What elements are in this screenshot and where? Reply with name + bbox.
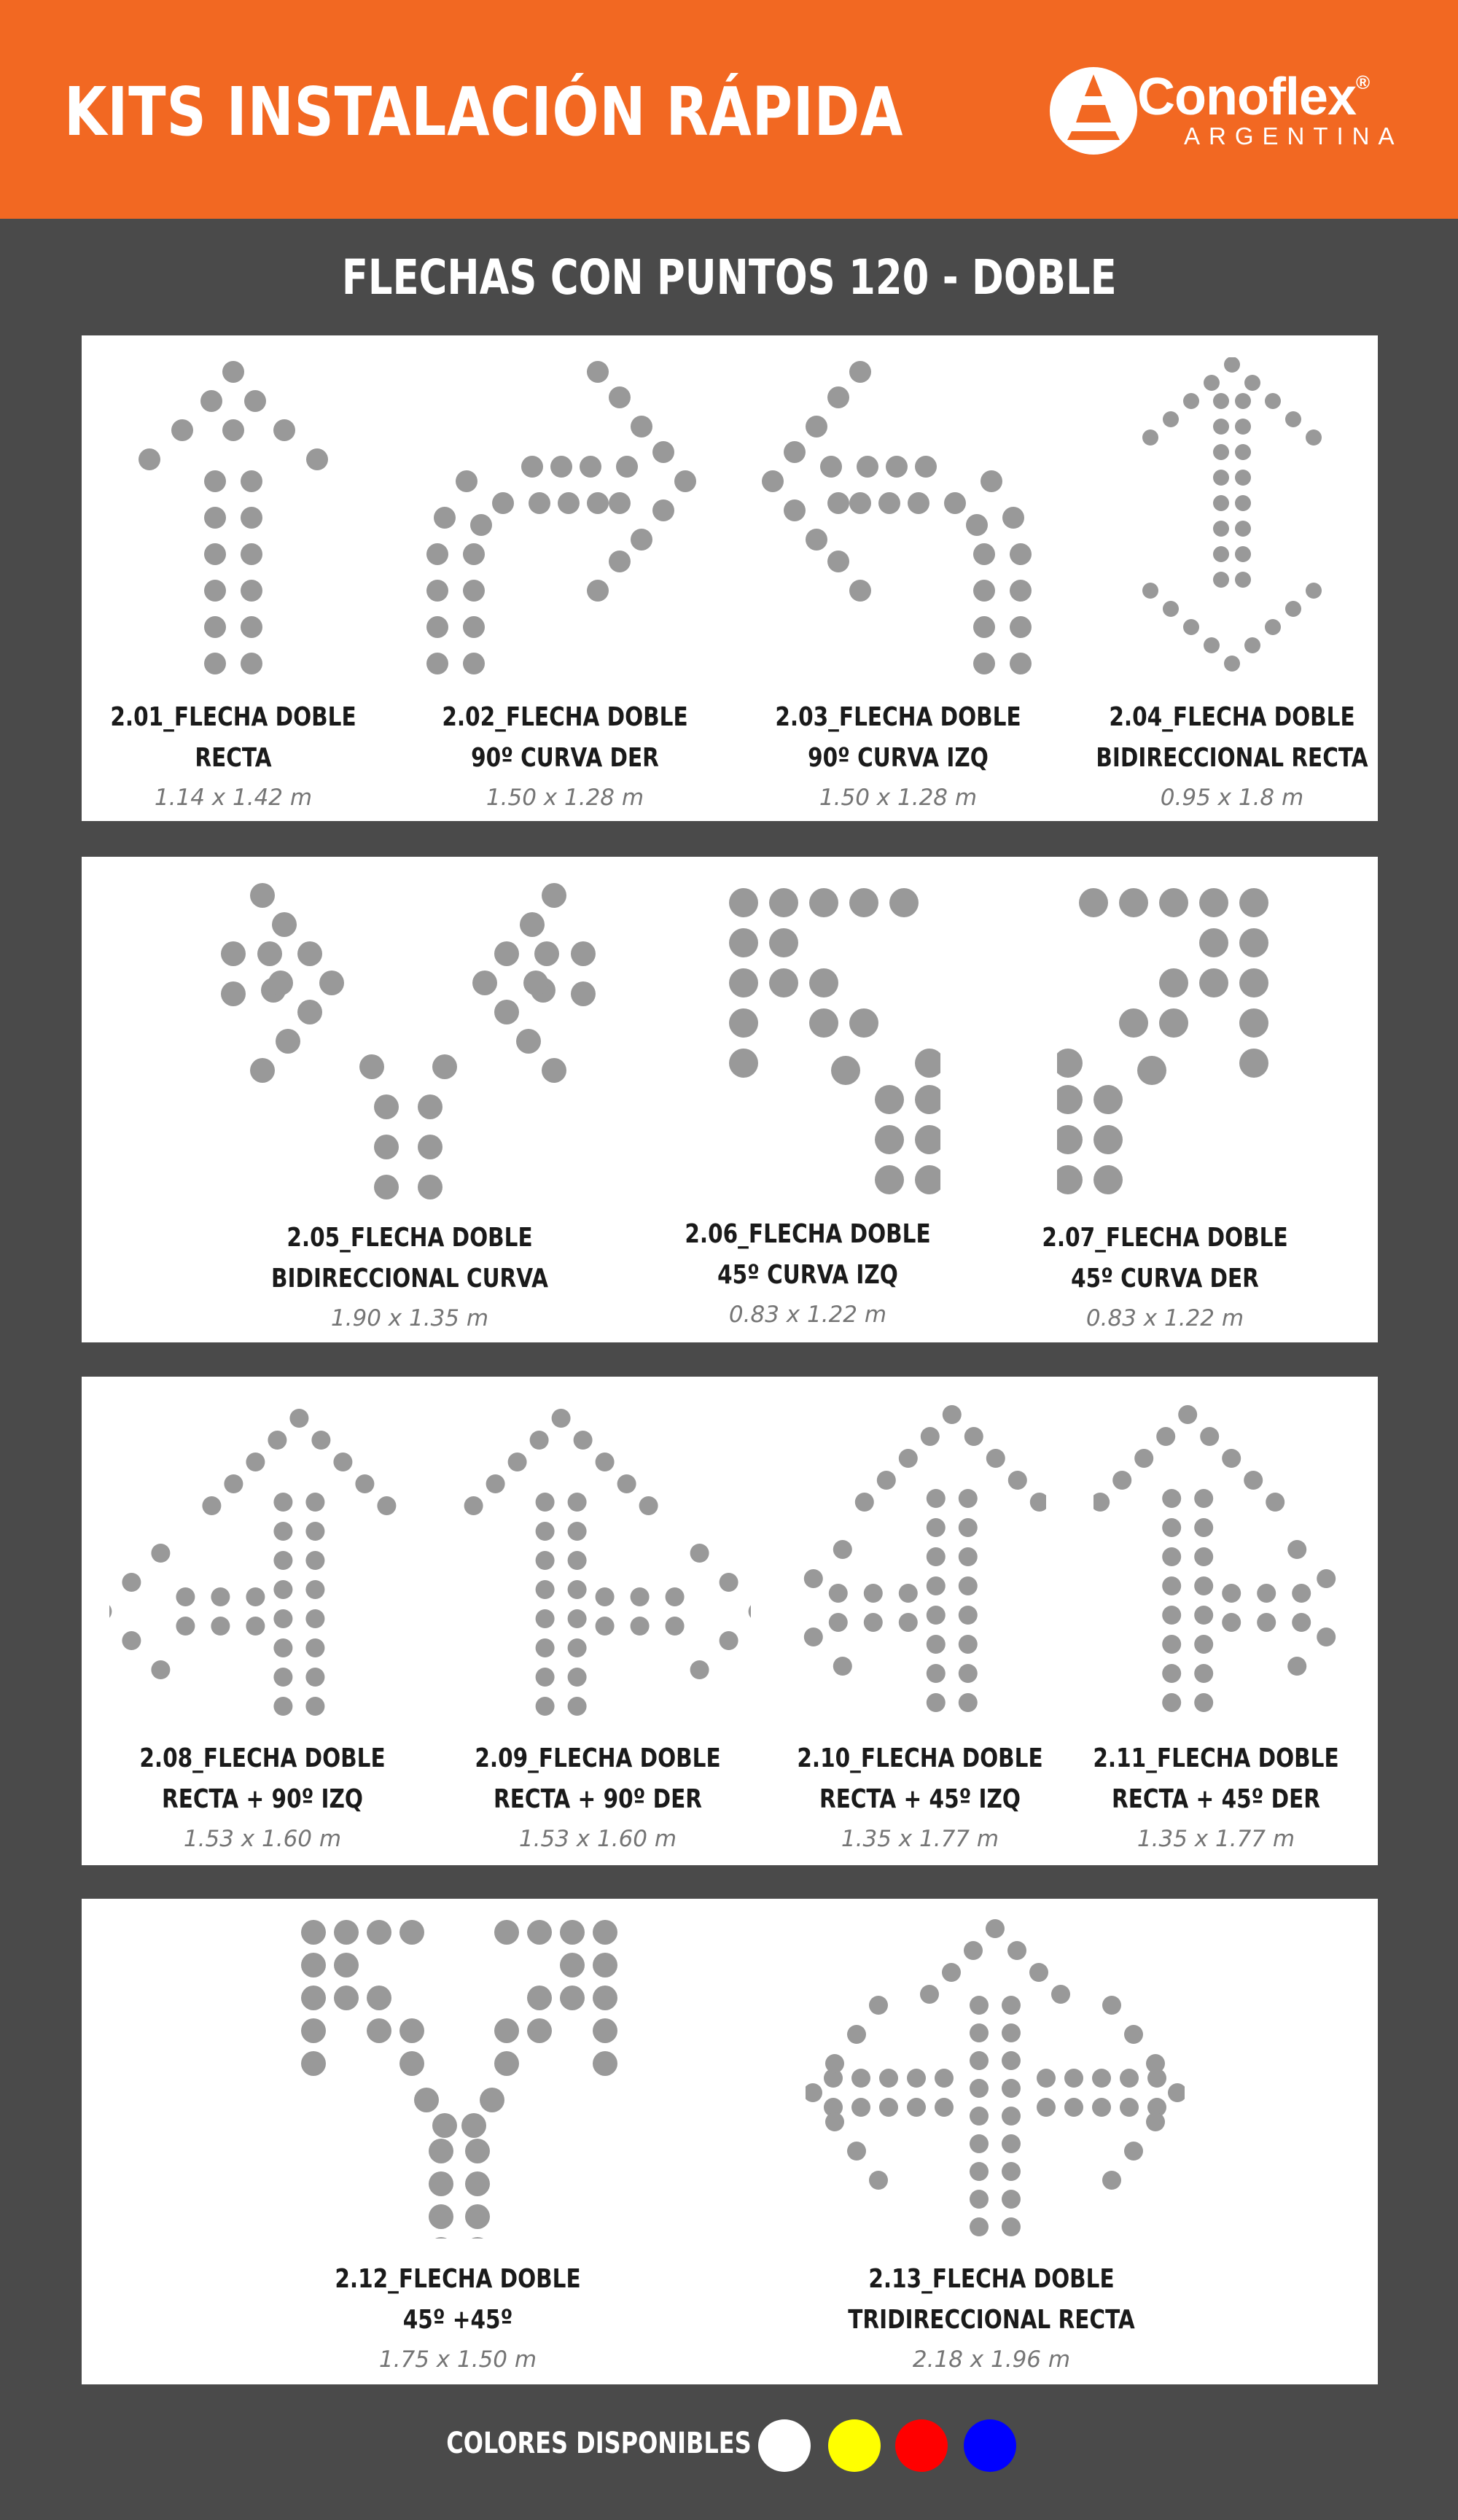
arrow-code: 2.08_FLECHA DOBLE [139, 1743, 386, 1773]
arrow-straight-right-90-icon [445, 1407, 751, 1721]
arrow-straight-icon [131, 357, 335, 685]
arrow-description: 45º +45º [402, 2305, 513, 2335]
traffic-cone-icon [1050, 67, 1137, 155]
arrow-description: RECTA + 90º DER [494, 1784, 702, 1814]
arrow-dimensions: 1.35 x 1.77 m [841, 1826, 999, 1852]
arrow-dimensions: 1.35 x 1.77 m [1137, 1826, 1295, 1852]
arrow-code: 2.11_FLECHA DOBLE [1093, 1743, 1339, 1773]
arrow-tridirectional-icon [806, 1918, 1185, 2239]
arrow-code: 2.06_FLECHA DOBLE [685, 1219, 931, 1249]
arrow-dimensions: 0.83 x 1.22 m [728, 1302, 887, 1328]
color-swatch-yellow [828, 2419, 881, 2472]
arrow-dimensions: 1.14 x 1.42 m [154, 785, 313, 811]
arrow-code: 2.10_FLECHA DOBLE [797, 1743, 1043, 1773]
header-banner [0, 0, 1458, 219]
arrow-description: TRIDIRECCIONAL RECTA [848, 2305, 1135, 2335]
arrow-caption [73, 1738, 452, 1820]
arrow-dimensions: 1.53 x 1.60 m [183, 1826, 342, 1852]
arrow-dimensions: 1.53 x 1.60 m [518, 1826, 677, 1852]
logo-subtitle: ARGENTINA [1184, 122, 1403, 149]
arrow-curve-right-90-icon [416, 357, 707, 685]
page-title: KITS INSTALACIÓN RÁPIDA [64, 73, 904, 151]
arrow-description: RECTA [195, 743, 272, 773]
section-subtitle: FLECHAS CON PUNTOS 120 - DOBLE [341, 249, 1117, 306]
arrow-curve-right-45-icon [1057, 881, 1276, 1209]
registered-mark: ® [1356, 71, 1370, 93]
arrow-caption [802, 2259, 1181, 2341]
arrow-straight-left-45-icon [798, 1404, 1046, 1724]
arrow-dimensions: 2.18 x 1.96 m [912, 2346, 1071, 2373]
arrow-caption [375, 697, 755, 779]
arrow-dimensions: 1.75 x 1.50 m [378, 2346, 537, 2373]
arrow-caption [1042, 697, 1422, 779]
arrow-caption [268, 2259, 647, 2341]
arrow-description: BIDIRECCIONAL CURVA [271, 1264, 548, 1294]
arrow-description: RECTA + 45º IZQ [819, 1784, 1021, 1814]
arrow-description: 45º CURVA IZQ [717, 1260, 898, 1290]
logo-name: Conoflex® [1137, 68, 1370, 126]
arrow-bidirectional-straight-icon [1134, 357, 1330, 685]
brand-logo [1050, 67, 1414, 155]
colors-label: COLORES DISPONIBLES [446, 2427, 752, 2460]
arrow-straight-right-45-icon [1094, 1404, 1341, 1724]
arrow-straight-left-90-icon [109, 1407, 416, 1721]
arrow-dimensions: 0.83 x 1.22 m [1085, 1305, 1244, 1331]
arrow-code: 2.02_FLECHA DOBLE [442, 702, 688, 732]
arrow-code: 2.12_FLECHA DOBLE [335, 2264, 581, 2294]
arrow-code: 2.07_FLECHA DOBLE [1042, 1223, 1288, 1253]
arrow-description: BIDIRECCIONAL RECTA [1096, 743, 1368, 773]
color-swatch-red [895, 2419, 948, 2472]
arrow-description: RECTA + 90º IZQ [161, 1784, 364, 1814]
arrow-dimensions: 1.90 x 1.35 m [330, 1305, 489, 1331]
arrow-caption [1026, 1738, 1406, 1820]
arrow-code: 2.03_FLECHA DOBLE [775, 702, 1021, 732]
arrow-code: 2.13_FLECHA DOBLE [868, 2264, 1115, 2294]
arrow-dimensions: 0.95 x 1.8 m [1160, 785, 1304, 811]
arrow-bidirectional-curve-icon [182, 881, 634, 1209]
arrow-caption [220, 1218, 599, 1299]
arrow-dimensions: 1.50 x 1.28 m [486, 785, 644, 811]
arrow-code: 2.01_FLECHA DOBLE [110, 702, 356, 732]
arrow-curve-left-45-icon [722, 881, 940, 1209]
arrow-curve-left-90-icon [751, 357, 1042, 685]
arrow-caption [975, 1218, 1354, 1299]
color-swatch-white [758, 2419, 811, 2472]
arrow-fork-45-45-icon [273, 1918, 645, 2239]
arrow-description: 90º CURVA DER [471, 743, 659, 773]
arrow-caption [709, 697, 1088, 779]
arrow-code: 2.04_FLECHA DOBLE [1109, 702, 1355, 732]
arrow-code: 2.05_FLECHA DOBLE [286, 1223, 533, 1253]
arrow-caption [44, 697, 423, 779]
arrow-description: 45º CURVA DER [1071, 1264, 1259, 1294]
arrow-description: 90º CURVA IZQ [808, 743, 989, 773]
arrow-code: 2.09_FLECHA DOBLE [475, 1743, 721, 1773]
arrow-description: RECTA + 45º DER [1112, 1784, 1320, 1814]
arrow-dimensions: 1.50 x 1.28 m [819, 785, 978, 811]
color-swatch-blue [964, 2419, 1016, 2472]
arrow-caption [618, 1214, 997, 1296]
